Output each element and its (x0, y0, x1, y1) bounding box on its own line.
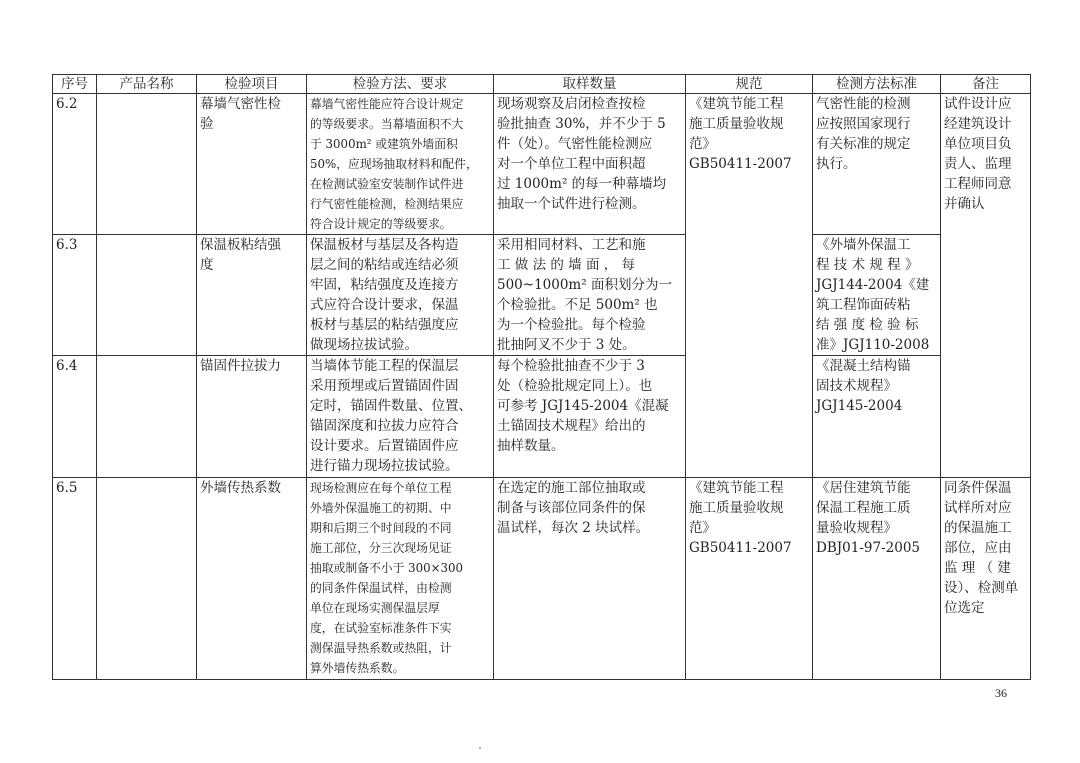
header-spec: 规范 (686, 75, 813, 94)
cell-method: 现场检测应在每个单位工程 外墙外保温施工的初期、中 期和后期三个时间段的不同 施工部位，分三次现场见证 抽取或制备不小于 300×300 的同条件保温试样，由检测 单位在现场实测保温层厚 度，在试验室标准条件下实 测保温导热系数或热阻，计 算外墙传热系数。 (307, 478, 494, 680)
cell-spec: 《建筑节能工程 施工质量验收规 范》 GB50411-2007 (686, 478, 813, 680)
header-item: 检验项目 (197, 75, 307, 94)
cell-method: 保温板材与基层及各构造 层之间的粘结或连结必须 牢固，粘结强度及连接方 式应符合设计要求，保温 板材与基层的粘结强度应 做现场拉拔试验。 (307, 235, 494, 356)
cell-sampling: 采用相同材料、工艺和施 工 做 法 的 墙 面 ， 每 500~1000m² 面积划分为一 个检验批。不足 500m² 也 为一个检验批。每个检验 批抽阿叉不少于 3 处。 (494, 235, 686, 356)
cell-product (97, 356, 197, 478)
table-header-row (53, 75, 1031, 94)
cell-note-merged: 试件设计应 经建筑设计 单位项目负 责人、监理 工程师同意 并确认 (941, 94, 1031, 478)
cell-standard: 气密性能的检测 应按照国家现行 有关标准的规定 执行。 (813, 94, 941, 235)
cell-product (97, 235, 197, 356)
cell-no: 6.5 (53, 478, 97, 680)
cell-method: 幕墙气密性能应符合设计规定 的等级要求。当幕墙面积不大 于 3000m² 或建筑外墙面积 50%，应现场抽取材料和配件， 在检测试验室安装制作试件进 行气密性能检测，检测结果应 符合设计规定的等级要求。 (307, 94, 494, 235)
table-row (53, 94, 1031, 235)
cell-item: 幕墙气密性检 验 (197, 94, 307, 235)
cell-method: 当墙体节能工程的保温层 采用预埋或后置锚固件固 定时，锚固件数量、位置、 锚固深度和拉拔力应符合 设计要求。后置锚固件应 进行锚力现场拉拔试验。 (307, 356, 494, 478)
cell-item: 锚固件拉拔力 (197, 356, 307, 478)
cell-item: 保温板粘结强 度 (197, 235, 307, 356)
cell-sampling: 每个检验批抽查不少于 3 处（检验批规定同上）。也 可参考 JGJ145-2004《混凝 土锚固技术规程》给出的 抽样数量。 (494, 356, 686, 478)
table-row (53, 478, 1031, 680)
cell-standard: 《混凝土结构锚 固技术规程》 JGJ145-2004 (813, 356, 941, 478)
cell-product (97, 478, 197, 680)
cell-standard: 《外墙外保温工 程 技 术 规 程 》 JGJ144-2004《建 筑工程饰面砖粘 结 强 度 检 验 标 准》JGJ110-2008 (813, 235, 941, 356)
table-row (53, 356, 1031, 478)
header-standard: 检测方法标准 (813, 75, 941, 94)
cell-product (97, 94, 197, 235)
inspection-table (52, 74, 1031, 680)
cell-no: 6.2 (53, 94, 97, 235)
cell-standard: 《居住建筑节能 保温工程施工质 量验收规程》 DBJ01-97-2005 (813, 478, 941, 680)
cell-item: 外墙传热系数 (197, 478, 307, 680)
decorative-dot (479, 747, 481, 749)
cell-note: 同条件保温 试样所对应 的保温施工 部位，应由 监 理 （ 建 设）、检测单 位选定 (941, 478, 1031, 680)
header-product: 产品名称 (97, 75, 197, 94)
header-sampling: 取样数量 (494, 75, 686, 94)
header-note: 备注 (941, 75, 1031, 94)
cell-sampling: 现场观察及启闭检查按检 验批抽查 30%，并不少于 5 件（处）。气密性能检测应 对一个单位工程中面积超 过 1000m² 的每一种幕墙均 抽取一个试件进行检测。 (494, 94, 686, 235)
header-method: 检验方法、要求 (307, 75, 494, 94)
cell-no: 6.3 (53, 235, 97, 356)
header-no: 序号 (53, 75, 97, 94)
page-number: 36 (995, 686, 1007, 700)
table-row (53, 235, 1031, 356)
cell-spec-merged: 《建筑节能工程 施工质量验收规 范》 GB50411-2007 (686, 94, 813, 478)
cell-no: 6.4 (53, 356, 97, 478)
cell-sampling: 在选定的施工部位抽取或 制备与该部位同条件的保 温试样，每次 2 块试样。 (494, 478, 686, 680)
